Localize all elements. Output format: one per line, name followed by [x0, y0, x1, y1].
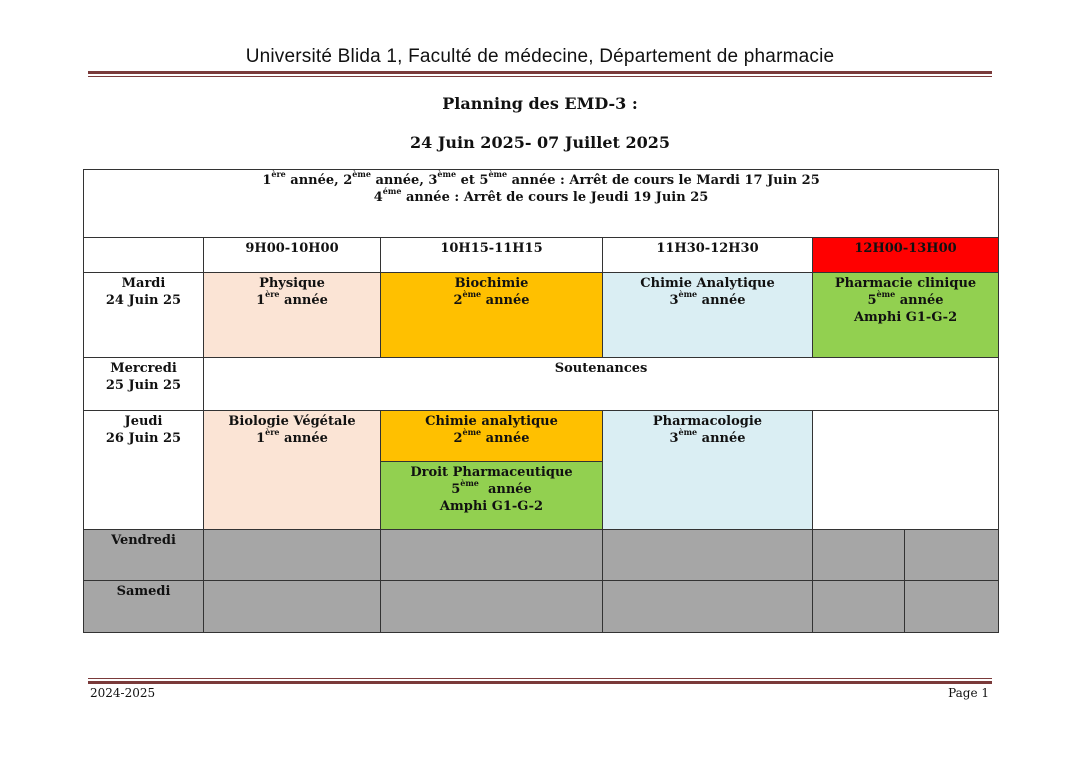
note-line-2: $4^{éme}$ année : Arrêt de cours le Jeudi 19 Juin 25 — [373, 186, 709, 205]
empty-cell — [381, 581, 603, 633]
exam-cell: Biologie Végétale 1ère année — [204, 411, 381, 530]
slot-header: 11H30-12H30 — [603, 238, 813, 273]
slot-header: 9H00-10H00 — [204, 238, 381, 273]
exam-cell: Chimie analytique 2ème année — [381, 411, 603, 462]
note-line-1: 1ère année, 2ème année, 3ème et 5ème année : Arrêt de cours le Mardi 17 Juin 25 — [262, 169, 820, 188]
empty-cell — [813, 411, 999, 530]
footer-rule-thin — [88, 678, 992, 679]
day-row-jeudi — [84, 411, 999, 462]
notes-row — [84, 170, 999, 238]
footer-year: 2024-2025 — [90, 686, 156, 700]
slot-header-highlighted: 12H00-13H00 — [813, 238, 999, 273]
corner-cell — [84, 238, 204, 273]
time-slots-row — [84, 238, 999, 273]
empty-cell — [204, 581, 381, 633]
planning-title: Planning des EMD-3 : — [442, 94, 638, 113]
exam-cell: Biochimie 2ème année — [381, 273, 603, 358]
exam-cell: Pharmacologie 3ème année — [603, 411, 813, 530]
empty-cell — [905, 581, 999, 633]
header-rule — [88, 71, 992, 74]
exam-cell: Physique 1ère année — [204, 273, 381, 358]
day-cell: Mercredi 25 Juin 25 — [84, 358, 204, 411]
day-row-mercredi — [84, 358, 999, 411]
planning-dates: 24 Juin 2025- 07 Juillet 2025 — [409, 133, 670, 152]
soutenances-cell: Soutenances — [204, 358, 999, 411]
page-number: Page 1 — [948, 686, 989, 700]
notes-cell — [84, 170, 999, 238]
day-cell: Mardi 24 Juin 25 — [84, 273, 204, 358]
exam-cell: Droit Pharmaceutique 5ème année Amphi G1-G-2 — [381, 462, 603, 530]
empty-cell — [204, 530, 381, 581]
header-rule-thin — [88, 76, 992, 77]
day-row-vendredi — [84, 530, 999, 581]
exam-cell: Chimie Analytique 3ème année — [603, 273, 813, 358]
institution-header: Université Blida 1, Faculté de médecine, Département de pharmacie — [245, 46, 835, 67]
empty-cell — [905, 530, 999, 581]
empty-cell — [603, 581, 813, 633]
planning-table — [83, 169, 999, 633]
empty-cell — [381, 530, 603, 581]
day-row-samedi — [84, 581, 999, 633]
empty-cell — [813, 581, 905, 633]
empty-cell — [813, 530, 905, 581]
footer-rule — [88, 681, 992, 684]
empty-cell — [603, 530, 813, 581]
day-cell: Samedi — [84, 581, 204, 633]
slot-header: 10H15-11H15 — [381, 238, 603, 273]
day-cell: Vendredi — [84, 530, 204, 581]
day-cell: Jeudi 26 Juin 25 — [84, 411, 204, 530]
day-row-mardi — [84, 273, 999, 358]
exam-cell: Pharmacie clinique 5ème année Amphi G1-G-2 — [813, 273, 999, 358]
